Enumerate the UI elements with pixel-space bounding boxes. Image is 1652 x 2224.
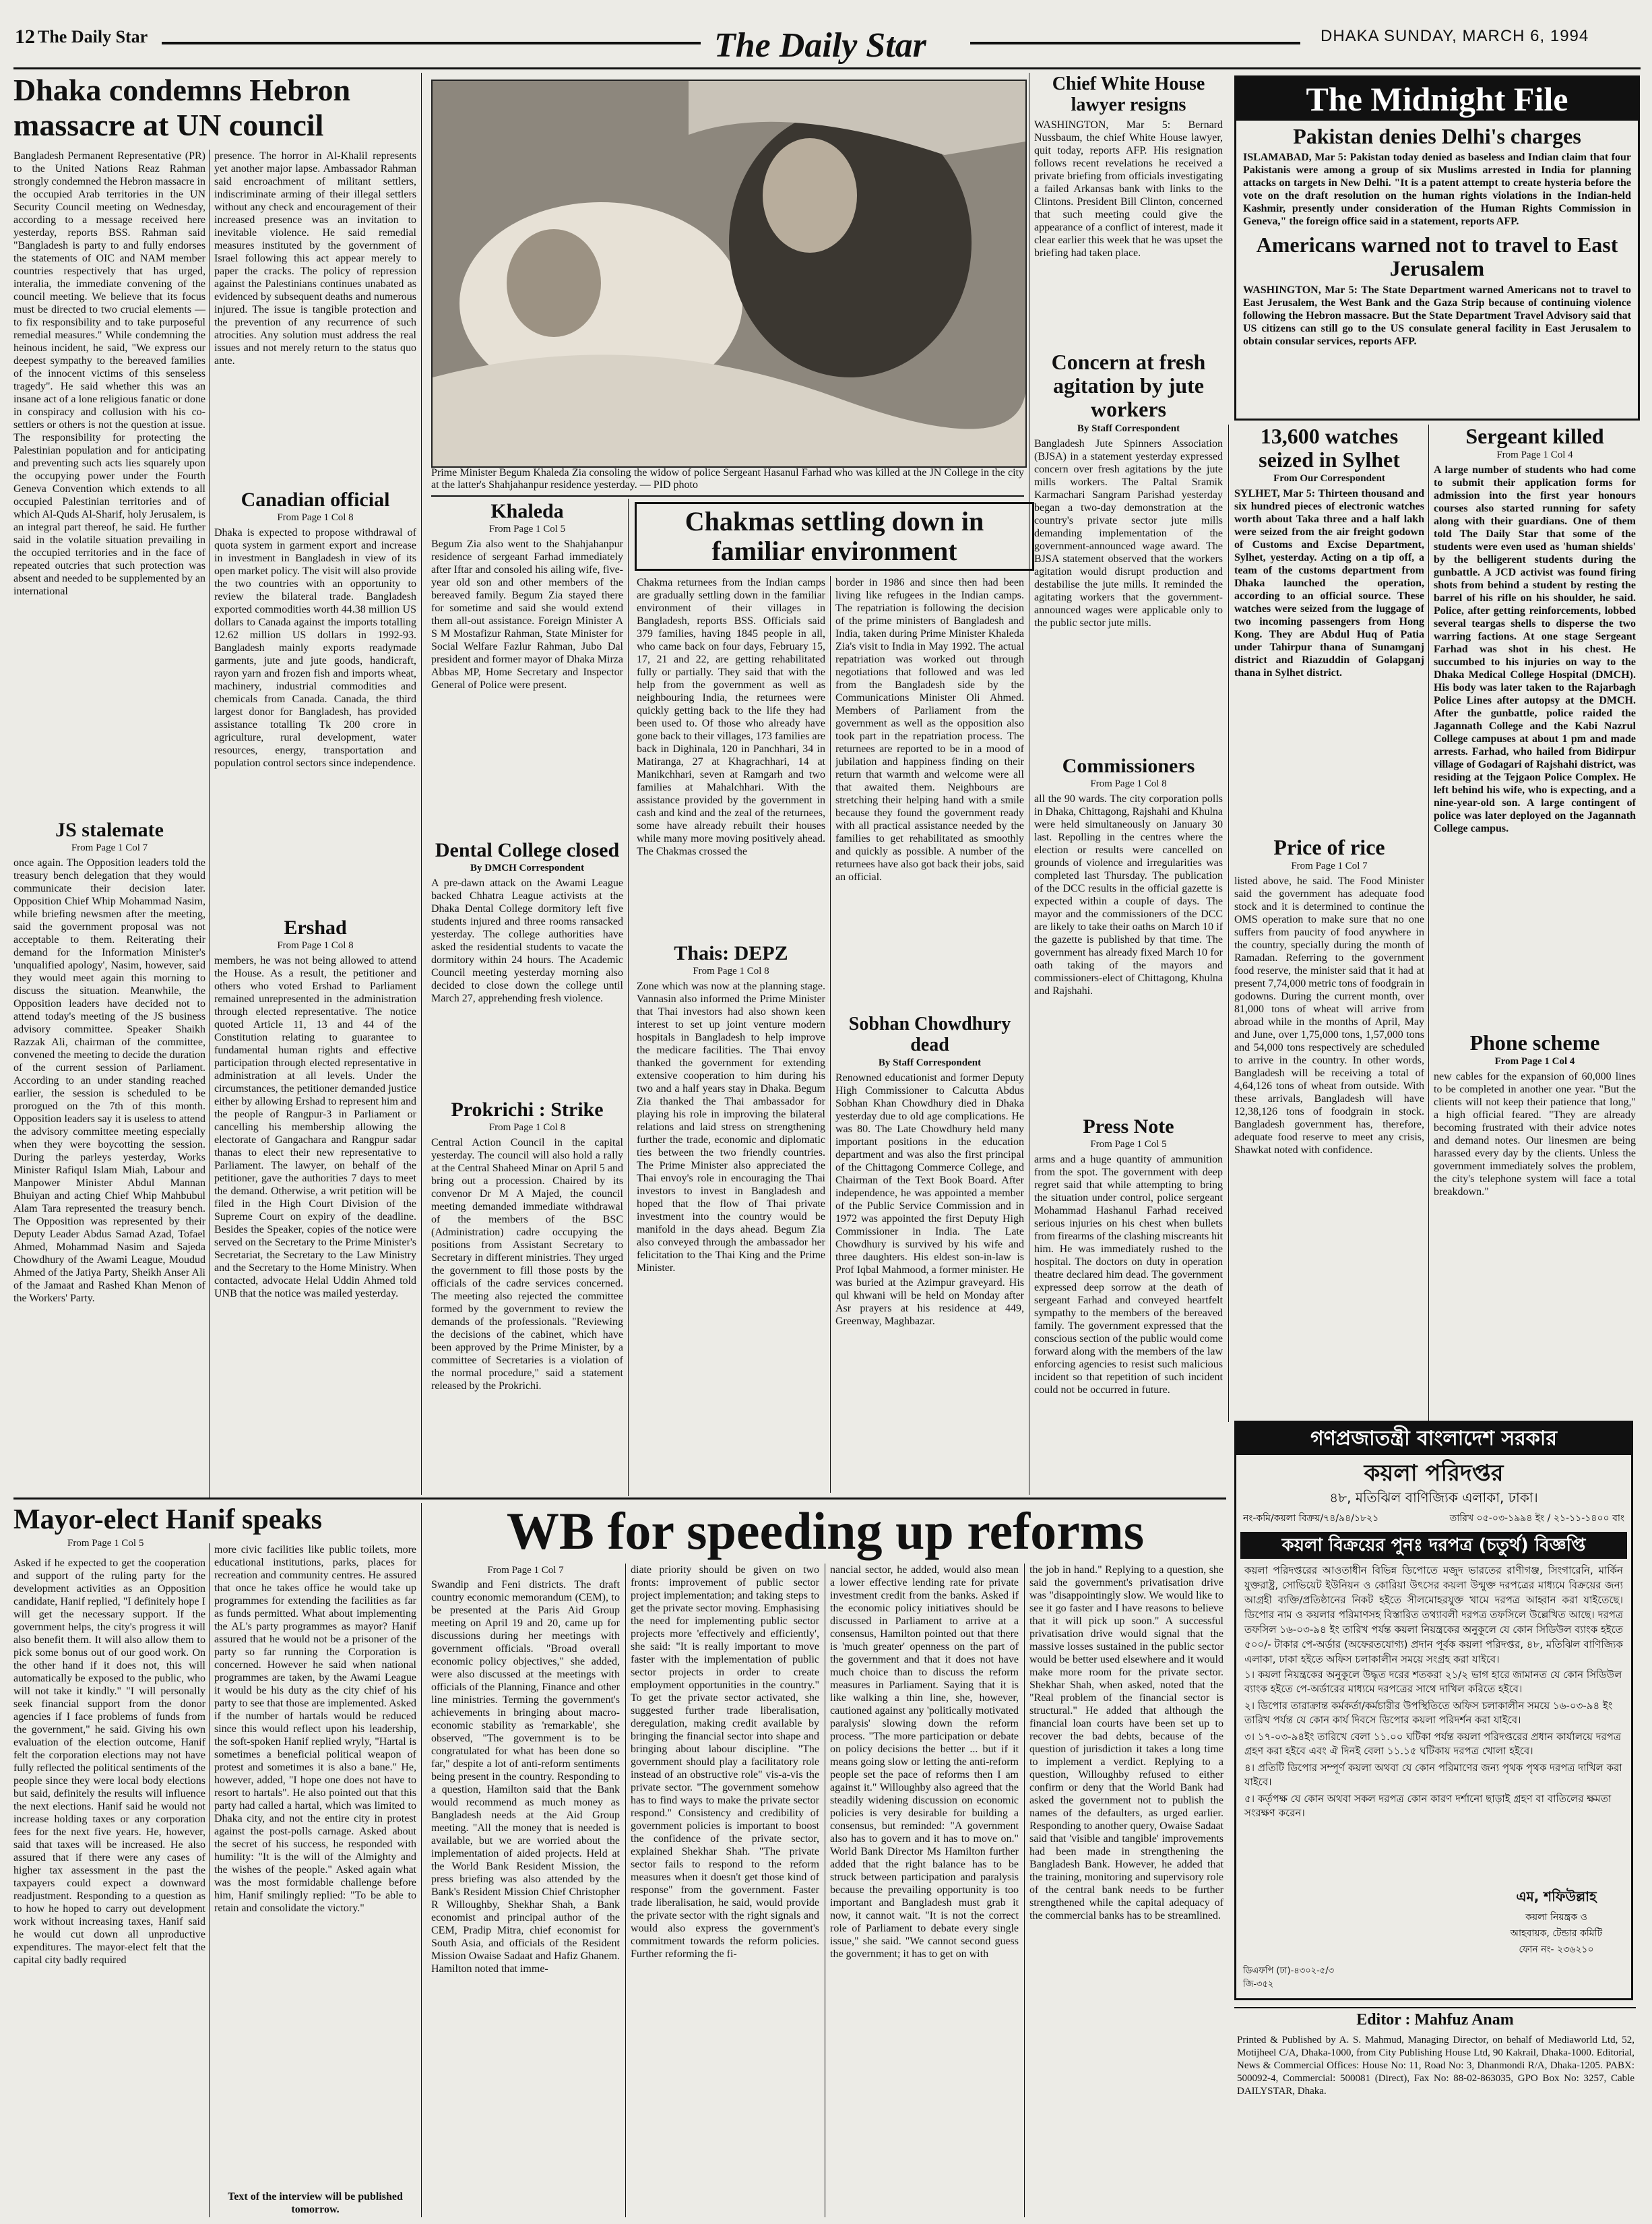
canadian-title: Canadian official <box>241 489 390 511</box>
ad-address: ৪৮, মতিঝিল বাণিজ্যিক এলাকা, ঢাকা। <box>1329 1489 1538 1506</box>
photo-caption-rule <box>431 495 1024 497</box>
sobhan-byline: By Staff Correspondent <box>878 1057 982 1068</box>
midnight-file-box <box>1234 75 1640 421</box>
masthead-logo: The Daily Star <box>714 26 926 65</box>
ershad-text: members, he was not being allowed to attend the House. As a result, the petitioner and others who voted Ershad to Parliament remained unrepresented in the administration through elected representative. The notice quoted Article 11, 13 and 44 of the Constitution relating to guarantee to fundamental human rights and effective participation through elected representative in administration at all levels. Under the circumstances, the petitioner demanded justice either by allowing Ershad to represent him and the people of Rangpur-3 in Parliament or cancelling his membership allowing the electorate of Gangachara and Rangpur sadar thanas to elect their new representative to Parliament. The lawyer, on behalf of the petitioner, gave the authorities 7 days to meet the demand. Otherwise, a writ petition will be filed in the High Court Division of the Supreme Court on expiry of the deadline. Besides the Speaker, copies of the notice were served on the Secretary to the Prime Minister's Secretariat, the Secretary to the Law Ministry and the Secretary to the Home Ministry. When contacted, advocate Helal Uddin Ahmed told UNB that the notice was mailed yesterday. <box>214 955 416 1299</box>
hanif-from: From Page 1 Col 5 <box>67 1538 144 1549</box>
sergeant-title: Sergeant killed <box>1465 424 1604 448</box>
masthead-rule-left <box>162 42 701 44</box>
photo-caption: Prime Minister Begum Khaleda Zia consoling the widow of police Sergeant Hasanul Farhad who was killed at the JN College in the city at the latter's Shahjahanpur residence yesterday. — PID photo <box>431 467 1024 491</box>
pakistan-text: ISLAMABAD, Mar 5: Pakistan today denied as baseless and Indian claim that four Pakistanis were among a group of six Muslims arrested in India for planning attacks on targets in New Delhi. "It is a patent attempt to create hysteria before the vote on the draft resolution on the human rights violations in the Indian-held Kashmir, presently under consideration of the Human Rights Commission in Geneva," the foreign office said in a statement, reports AFP. <box>1243 152 1631 228</box>
watches-title: 13,600 watches seized in Sylhet <box>1259 424 1400 472</box>
dental-text: A pre-dawn attack on the Awami League backed Chhatra League activists at the Dhaka Dental College dormitory left five students injured and three rooms ransacked yesterday. The college authorities have asked the residential students to vacate the dormitory within 24 hours. The Academic Council meeting yesterday morning also decided to close down the college until March 27, apprehending fresh violence. <box>431 877 623 1004</box>
wb-headline: WB for speeding up reforms <box>506 1502 1145 1560</box>
prokrichi-story <box>431 1099 623 1487</box>
ad-item-1: ১। কয়লা নিয়ন্ত্রকের অনুকূলে উদ্ধৃত দরের শতকরা ২১/২ ভাগ হারে জামানত যে কোন সিডিউল ব্যাংক হইতে পে-অর্ডারের মাধ্যমে দরপত্রের সাথে দাখিল করিতে হইবে। <box>1244 1669 1622 1695</box>
ershad-story <box>214 917 416 1446</box>
photo <box>431 80 1027 468</box>
commissioners-from: From Page 1 Col 8 <box>1090 778 1167 789</box>
ad-item-2: ২। ডিপোর তারাক্রান্ত কর্মকর্তা/কর্মচারীর উপস্থিতিতে অফিস চলাকালীন সময়ে ১৬-০৩-৯৪ ইং তারিখ পর্যন্ত যে কোন কার্য দিবসে ডিপোর কয়লা পরিদর্শন করা যাইবে। <box>1244 1700 1613 1726</box>
ad-item-5: ৫। কর্তৃপক্ষ যে কোন অথবা সকল দরপত্র কোন কারণ দর্শানো ছাড়াই গ্রহণ বা বাতিলের ক্ষমতা সংরক্ষণ করেন। <box>1244 1793 1612 1819</box>
dental-story <box>431 839 623 1079</box>
ad-signature <box>1482 1887 1630 1958</box>
hanif-headline: Mayor-elect Hanif speaks <box>13 1504 323 1535</box>
masthead-rule-right <box>970 42 1300 44</box>
small-logo: The Daily Star <box>38 27 148 47</box>
ad-sign-phone: ফোন নং- ২৩৬২১০ <box>1519 1944 1594 1955</box>
col-rule-1 <box>209 150 210 1497</box>
whitehouse-text: WASHINGTON, Mar 5: Bernard Nussbaum, the chief White House lawyer, quit today, reports AFP. His resignation follows recent revelations he received a private briefing from officials investigating a failed Arkansas bank with links to the Clintons. President Bill Clinton, concerned that such meeting could give the appearance of a conflict of interest, made it clear earlier this week that he was upset the briefing had taken place. <box>1034 119 1223 259</box>
canadian-from: From Page 1 Col 8 <box>277 512 354 523</box>
phone-from: From Page 1 Col 4 <box>1494 1056 1575 1068</box>
masthead-bottom-rule <box>13 67 1641 69</box>
ad-memo: নং-কমি/কয়লা বিক্রয়/৭৪/৯৪/১৮২১ <box>1243 1513 1379 1524</box>
hanif-col2: more civic facilities like public toilets, more educational institutions, parks, places for recreation and community centres. He assured that once he takes office he would take up programmes for extending the facilities as far as funds permitted. What about implementing the AL's party programmes as mayor? Hanif assured that he would not be a prisoner of the party so far running the Corporation is concerned. However he said when national programmes are taken, by the Awami League it would be his duty as the city chief of his party to see that those are implemented. Asked if the number of hartals would be reduced since this would reflect upon his leadership, the soft-spoken Hanif replied wryly, "Hartal is sometimes a beneficial political weapon of protest and sometimes it is also a bane." He, however, added, "I hope one does not have to resort to hartals". He also pointed out that this party had called a hartal, which was limited to Dhaka city, and not the entire city in protest against the post-polls carnage. Asked about the secret of his success, he responded with humility: "It is the will of the Almighty and the wishes of the people." Asked again what was the most formidable challenge before him, Hanif smilingly replied: "To be able to retain and consolidate the victory." <box>214 1544 416 1914</box>
wb-col2: diate priority should be given on two fronts: improvement of public sector project implementation; and taking steps to get the private sector moving. Emphasising the need for implementing public sector projects more 'effectively and efficiently', she said: "It is really important to move faster with the implementation of public sector projects in order to create employment opportunities in the country." To get the private sector activated, she suggested further trade liberalisation, deregulation, making credit available by bringing the financial sector into shape and bringing about labour discipline. "The government should play a facilitatory role instead of an obstructive role" vis-a-vis the private sector. "The government somehow has to find ways to make the private sector respond." Consistency and credibility of government policies is important to boost the confidence of the private sector, explained Shekhar Shah. "The private sector fails to respond to the reform measures when it doesn't get those kind of response" from the government. Faster trade liberalisation, he said, would provide the private sector with the right signals and would also express the government's commitment towards the reform policies. Further reforming the fi- <box>631 1564 819 1960</box>
js-stalemate-story <box>13 819 205 1423</box>
wb-story <box>428 1502 1223 1561</box>
prokrichi-title: Prokrichi : Strike <box>451 1099 604 1121</box>
imprint-rule <box>1234 2007 1636 2008</box>
rice-from: From Page 1 Col 7 <box>1291 861 1368 872</box>
rice-title: Price of rice <box>1273 835 1385 859</box>
phone-title: Phone scheme <box>1469 1030 1600 1055</box>
jute-byline: By Staff Correspondent <box>1077 423 1180 434</box>
whitehouse-story <box>1034 74 1223 351</box>
khaleda-story <box>431 500 623 807</box>
sergeant-text: A large number of students who had come to submit their application forms for admission into the first year honours courses also started running for safety along with their guardians. One of them told The Daily Star that some of the students were even used as 'human shields' by the belligerent students during the gunbattle. A JCD activist was found firing shots from behind a student by resting the barrel of his rifle on his shoulder, he said. Police, after getting reinforcements, lobbed several teargas shells to disperse the two warring factions. At one stage Sergeant Farhad was shot in his chest. He succumbed to his injuries on way to the Dhaka Medical College Hospital (DMCH). His body was later taken to the Rajarbagh Police Lines after autopsy at the DMCH. After the gunbattle, police raided the Jagannath College and the Kabi Nazrul College campuses at about 1 pm and made arrests. Farhad, who hailed from Bidirpur village of Godagari of Rajshahi district, was residing at the Tejgaon Police Complex. He left behind his wife, who is expecting, and a nine-year-old son. A large contingent of police was later deployed on the Jagannath College campus. <box>1434 464 1636 835</box>
chakmas-col1: Chakma returnees from the Indian camps are gradually settling down in the familiar environment of their villages in Bangladesh, reports BSS. Officials said 379 families, having 1845 people in all, who came back on four days, February 15, 17, 21 and 22, are getting rehabilitated fully or partially. They said that with the help from the government as well as neighbouring India, the returnees were quickly getting back to the life they had been used to. Of those who already have gone back to their villages, 173 families are back in Dighinala, 120 in Panchhari, 34 in Matiranga, 27 at Khagrachhari, 14 at Manikchhari, seven at Ramgarh and two families at Mahalchhari. With the assistance provided by the government in cash and kind and the zeal of the returnees, some have already rebuilt their houses while many more moving positively ahead. The Chakmas crossed the <box>637 577 825 857</box>
thais-from: From Page 1 Col 8 <box>693 966 769 977</box>
hanif-col1: Asked if he expected to get the cooperation and support of the ruling party for the development activities as an Opposition candidate, Hanif replied, "I definitely hope I will get the necessary support. If the government helps, the city's progress it will also benefit them. It will also allow them to pick some bonus out of our good work. On the other hand if it does not, this will automatically be exposed to the public, who will not take it kindly." "I will personally seek financial support from the donor agencies if I face problems of funds from the government," he said. Giving his own evaluation of the election outcome, Hanif felt the corporation elections may not have fully reflected the political sentiments of the people since they were local body elections but said, definitely the results will influence the next elections. Hanif said he would not increase holding taxes or any corporation fees for the next five years. He, however, said that taxes will be increased. He also assured that if there were any cases of higher tax assessment in the past the taxpayers could expect a downward readjustment. Responding to a question as to how he hoped to carry out development work without increasing taxes, Hanif said he would cut down all unproductive expenditures. The mayor-elect felt that the capital city badly required <box>13 1557 205 1966</box>
js-stalemate-text: once again. The Opposition leaders told the treasury bench delegation that they would communicate their decision later. Opposition Chief Whip Mohammad Nasim, while briefing newsmen after the meeting, said the government proposal was not acceptable to them. Reiterating their demand for the Information Minister's 'unqualified apology', Nasim, however, said they would meet again this morning to discuss the situation. Meanwhile, the Opposition leaders have decided not to attend today's meeting of the JS business advisory committee. Speaker Shaikh Razzak Ali, chairman of the committee, convened the meeting to decide the duration of the current session of Parliament. According to an under standing reached earlier, the session is scheduled to be prorogued on the 7th of this month. Opposition leaders say it is useless to attend the advisory committee meeting especially when they were boycotting the session. During the parleys yesterday, Works Minister Rafiqul Islam Miah, Labour and Manpower Minister Abdul Mannan Bhuiyan and acting Chief Whip Mahbubul Alam Tara represented the treasury bench. The Opposition was represented by their Deputy Leader Abdus Samad Azad, Tofael Ahmed, Mohammad Nasim and Sajeda Chowdhury of the Awami League, Moudud Ahmed of the Jatiya Party, Sheikh Anser Ali of the Jamaat and Rashed Khan Menon of the Workers' Party. <box>13 857 205 1304</box>
jute-story <box>1034 350 1223 741</box>
hebron-col1: Bangladesh Permanent Representative (PR) to the United Nations Reaz Rahman strongly condemned the Hebron massacre in the occupied Arab territories in the UN Security Council meeting on Wednesday, according to a message received here yesterday, reports BSS. Rahman said "Bangladesh is party to and fully endorses the statements of OIC and NAM member countries respectively that has urged, interalia, the immediate convening of the council meeting. We believe that its focus must be directed to two crucial elements — to fix responsibility and to take purposeful remedial measures." While condemning the heinous incident, he said, "We express our deepest sympathy to the bereaved families of the innocent victims of this senseless tragedy". He said whether this was an insane act of a lone religious fanatic or done in conspiracy and collusion with his co-settlers or others is not the question at issue. The responsibility for protecting the Palestinian population and for anticipating and preventing such acts lies squarely upon the occupying power under the Fourth Geneva Convention which extends to all occupied Palestinian territories and of which Al-Quds Al-Sharif, holy Jerusalem, is an integral part thereof, he said. He further said in the volatile situation prevailing in the occupied territories and in the face of repeated outcries that such protection was absent and needed to be supplemented by an international <box>13 150 205 597</box>
col-rule-3 <box>628 499 629 1496</box>
ad-ref2: জি-৩৫২ <box>1243 1978 1273 1992</box>
bottom-section-rule <box>13 1497 1226 1500</box>
khaleda-title: Khaleda <box>490 500 564 522</box>
pressnote-title: Press Note <box>1083 1115 1174 1138</box>
col-rule-9 <box>421 1503 422 2217</box>
prokrichi-text: Central Action Council in the capital yesterday. The council will also hold a rally at the Central Shaheed Minar on April 5 and bring out a procession. Chaired by its convenor Dr M A Majed, the council meeting demanded immediate withdrawal of the members of the BSC (Administration) cadre occupying the positions from Assistant Secretary to Secretary in different ministries. They urged the government to fill those posts by the officials of the cadre services concerned. The meeting also rejected the committee formed by the government to review the demands of the professionals. "Reviewing the decisions of the cabinet, which have been approved by the Prime Minister, by a committee of Secretaries is a violation of the normal procedure," said a statement released by the Prokrichi. <box>431 1137 623 1392</box>
americans-headline: Americans warned not to travel to East Jerusalem <box>1256 233 1618 281</box>
pakistan-headline: Pakistan denies Delhi's charges <box>1293 124 1581 148</box>
prokrichi-from: From Page 1 Col 8 <box>488 1122 566 1133</box>
dental-byline: By DMCH Correspondent <box>470 863 584 873</box>
photo-illustration <box>433 81 1025 466</box>
page-number: 12 <box>15 26 35 48</box>
whitehouse-title: Chief White House lawyer resigns <box>1052 73 1205 115</box>
ad-sign-title2: আহবায়ক, টেন্ডার কমিটি <box>1510 1928 1603 1939</box>
ershad-title: Ershad <box>284 917 347 939</box>
ad-sign-name: এম, শফিউল্লাহ <box>1516 1888 1597 1905</box>
watches-story <box>1234 425 1424 824</box>
commissioners-text: all the 90 wards. The city corporation polls in Dhaka, Chittagong, Rajshahi and Khulna were held simultaneously on January 30 last. Repolling in the centres where the election or results were cancelled on grounds of violence and irregularities was completed last Thursday. The publication of the DCC results in the official gazette is expected within a couple of days. The mayor and the commissioners of the DCC are likely to take their oaths on March 10 if the gazette is published by that time. The government has already fixed March 10 for oath taking of the mayors and commissioners-elect of Chittagong, Khulna and Rajshahi. <box>1034 793 1223 997</box>
thais-title: Thais: DEPZ <box>674 942 788 964</box>
js-stalemate-from: From Page 1 Col 7 <box>71 842 148 853</box>
watches-byline: From Our Correspondent <box>1273 473 1385 485</box>
ad-sign-title1: কয়লা নিয়ন্ত্রক ও <box>1525 1912 1587 1923</box>
col-rule-6 <box>1228 425 1229 1422</box>
dateline: DHAKA SUNDAY, MARCH 6, 1994 <box>1321 27 1589 45</box>
col-rule-12 <box>1024 1564 1025 2217</box>
jute-text: Bangladesh Jute Spinners Association (BJSA) in a statement yesterday expressed concern over fresh agitations by the jute mills workers. The Paltal Sramik Karmachari Sangram Parishad yesterday began a two-day demonstration at the country's private sector jute mills demanding implementation of the government-announced wage award. The BJSA statement observed that the workers agitation would disrupt production and destabilise the jute mills. It reminded the agitating workers that the government-announced wages were applicable only to the public sector jute mills. <box>1034 437 1223 629</box>
jute-title: Concern at fresh agitation by jute workers <box>1051 350 1206 422</box>
canadian-text: Dhaka is expected to propose withdrawal of quota system in garment export and increase in investment in Bangladesh in view of its open market policy. The visit will also provide the two countries with an opportunity to review the bilateral trade. Bangladesh exported commodities worth 44.38 million US dollars to Canada against the imports totalling 12.62 million US dollars in 1992-93. Bangladesh mainly exports readymade garments, jute and jute goods, handicraft, rayon yarn and frozen fish and imports wheat, machinery, industrial commodities and chemicals from Canada. Canada, the third largest donor for Bangladesh, has provided assistance totalling Tk 200 crore in agriculture, rural development, water resources, energy, transportation and population control sectors since independence. <box>214 527 416 769</box>
js-stalemate-title: JS stalemate <box>55 819 164 841</box>
commissioners-title: Commissioners <box>1062 755 1195 777</box>
pressnote-story <box>1034 1115 1223 1473</box>
dental-title: Dental College closed <box>435 839 620 861</box>
ad-item-4: ৪। প্রতিটি ডিপোর সম্পূর্ণ কয়লা অথবা যে কোন পরিমাণের জন্য পৃথক পৃথক দরপত্র দাখিল করা যাইবে। <box>1244 1762 1622 1788</box>
wb-from: From Page 1 Col 7 <box>487 1565 564 1576</box>
ad-ref: ডিএফপি (ঢা)-৪৩০২-৫/৩ <box>1243 1965 1334 1979</box>
watches-text: SYLHET, Mar 5: Thirteen thousand and six hundred pieces of electronic watches worth about Taka three and a half lakh were seized from the air freight godown of Customs and Excise Department, Sylhet, yesterday. Acting on a tip off, a team of the customs department from Dhaka launched the operation, according to an official source. These watches were seized from the luggage of two incoming passengers from Hong Kong. They are Abdul Huq of Patia under Tahirpur thana of Sunamganj district and Riazuddin of Golapganj thana in Sylhet district. <box>1234 488 1424 679</box>
sobhan-title: Sobhan Chowdhury dead <box>848 1014 1011 1055</box>
hebron-headline: Dhaka condemns Hebron massacre at UN council <box>13 73 351 142</box>
pressnote-text: arms and a huge quantity of ammunition from the spot. The government with deep regret said that while attempting to bring the situation under control, police sergeant Mohammad Hashanul Farhad received serious injuries on his chest when bullets from firearms of the clashing miscreants hit him. He was immediately rushed to the hospital. The doctors on duty in operation theatre declared him dead. The government expressed deep sorrow at the death of sergeant Farhad and conveyed heartfelt sympathy to the members of the bereaved family. The government expressed that the conscious section of the public would come forward along with the members of the law enforcing agencies to resist such malicious incident so that repetition of such incident could not be occurred in future. <box>1034 1154 1223 1396</box>
rice-story <box>1234 836 1424 1407</box>
ad-header1: গণপ্রজাতন্ত্রী বাংলাদেশ সরকার <box>1236 1423 1631 1455</box>
sobhan-story <box>835 1014 1024 1469</box>
wb-col4: the job in hand." Replying to a question, she said the government's privatisation drive was "disappointingly slow. We would like to see it go faster and I have reasons to believe that it will pick up soon." A successful privatisation drive would signal that the massive losses sustained in the public sector would be better used elsewhere and it would make more room for the private sector. Shekhar Shah, when asked, noted that the "Real problem of the financial sector is structural." He added that although the financial loan courts have been set up to recover the bad debts, because of the question of jurisdiction it takes a long time to implement a verdict. Replying to a question, Willoughby refused to either confirm or deny that the World Bank had asked the government not to publish the names of the defaulters, as urged earlier. Responding to another query, Owaise Sadaat said that 'visible and tangible' improvements had been made in strengthening the Bangladesh Bank. However, he added that the training, monitoring and supervisory role of the central bank needs to be further strengthened while the capital adequacy of the commercial banks has to be streamlined. <box>1029 1564 1224 1921</box>
ad-item-3: ৩। ১৭-০৩-৯৪ইং তারিখে বেলা ১১.০০ ঘটিকা পর্যন্ত কয়লা পরিদপ্তরের প্রধান কার্যালয়ে দরপত্র গ্রহণ করা হইবে এবং ঐ দিনই বেলা ১১.১৫ ঘটিকায় দরপত্র খোলা হইবে। <box>1244 1731 1622 1757</box>
sobhan-text: Renowned educationist and former Deputy High Commissioner to Calcutta Abdus Sobhan Khan Chowdhury died in Dhaka yesterday due to old age complications. He was 80. The Late Chowdhury held many important positions in the education department and was also the first principal of the Chittagong Commerce College, and Chairman of the Text Book Board. After independence, he was appointed a member of the Public Service Commission and in 1972 was appointed the first Deputy High Commissioner in India. The Late Chowdhury is survived by his wife and three daughters. His eldest son-in-law is Prof Iqbal Mahmood, a former minister. He was buried at the Azimpur graveyard. His qul khwani will be held on Monday after Asr prayers at his residence at 449, Greenway, Maghbazar. <box>835 1072 1024 1327</box>
hanif-note: Text of the interview will be published tomorrow. <box>228 2191 403 2215</box>
ad-title: কয়লা বিক্রয়ের পুনঃ দরপত্র (চতুর্থ) বিজ্ঞপ্তি <box>1240 1532 1627 1559</box>
khaleda-text: Begum Zia also went to the Shahjahanpur residence of sergeant Farhad immediately after Iftar and consoled his ailing wife, five-year old son and other members of the bereaved family. Begum Zia stayed there for sometime and said she would extend them all-out assistance. Foreign Minister A S M Mostafizur Rahman, State Minister for Social Welfare Fazlur Rahman, Jubo Dal president and former mayor of Dhaka Mirza Abbas MP, Home Secretary and Inspector General of Police were present. <box>431 538 623 691</box>
imprint-editor: Editor : Mahfuz Anam <box>1356 2011 1514 2029</box>
khaleda-from: From Page 1 Col 5 <box>488 524 566 534</box>
commissioners-story <box>1034 755 1223 1082</box>
canadian-story <box>214 489 416 904</box>
ad-date: তারিখ ০৫-০৩-১৯৯৪ ইং / ২১-১১-১৪০০ বাং <box>1449 1513 1624 1524</box>
col-rule-7 <box>1428 425 1429 1422</box>
phone-text: new cables for the expansion of 60,000 lines to be completed in another one year. "But the clients will not keep their patience that long," a high official feared. "They are already becoming frustrated with their advice notes and demand notes. Our linesmen are being harassed every day by the clients. Unless the government immediately solves the problem, the city's telephone system will face a total breakdown." <box>1434 1071 1636 1198</box>
sergeant-story <box>1434 425 1636 1030</box>
chakmas-headline-box <box>635 502 1034 571</box>
wb-col1: Swandip and Feni districts. The draft country economic memorandum (CEM), to be presented at the Paris Aid Group meeting on April 19 and 20, came up for discussions during her meetings with government officials. "Broad overall economic policy objectives," she added, were also discussed at the meetings with officials of the Planning, Finance and other line ministries. Terming the government's achievements in bringing about macro-economic stability as 'remarkable', she observed, "The government is to be congratulated for what has been done so far," despite a lot of anti-reform sentiments being present in the country. Responding to a question, Hamilton said that the Bank would recommend as much money as Bangladesh needs at the Aid Group meeting. "All the money that is needed is available, but we are worried about the implementation of aided projects. Held at the World Bank Resident Mission, the press briefing was also attended by the Bank's Resident Mission Chief Christopher R Willoughby, Shekhar Shah, a Bank economist and principal author of the CEM, Pradip Mitra, chief economist for South Asia, and officials of the Resident Mission Owaise Sadaat and Hafiz Ghanem. Hamilton noted that imme- <box>431 1579 620 1975</box>
col-rule-8 <box>209 1543 210 2217</box>
sergeant-from: From Page 1 Col 4 <box>1496 450 1573 461</box>
ershad-from: From Page 1 Col 8 <box>277 940 354 951</box>
chakmas-headline: Chakmas settling down in familiar environment <box>685 506 984 566</box>
hebron-col2: presence. The horror in Al-Khalil represents yet another major lapse. Ambassador Rahman said encroachment of militant settlers, indiscriminate arming of their illegal settlers without any check and encouragement of their increased presence was an invitation to inevitable violence. He said remedial measures instituted by the government of Israel following this act appear merely to paper the cracks. The policy of repression against the Palestinians continues unabated as evidenced by subsequent deaths and numerous injured. The issue is tangible protection and the prevention of any recurrence of such atrocities. Any solution must address the real issues and not merely return to the status quo ante. <box>214 150 416 367</box>
phone-story <box>1434 1031 1636 1272</box>
thais-text: Zone which was now at the planning stage. Vannasin also informed the Prime Minister that Thai investors had also shown keen interest to set up joint venture modern hospitals in Bangladesh to help improve the medicare facilities. The Thai envoy thanked the government for extending extensive cooperation to him during his two and a half years stay in Dhaka. Begum Zia thanked the Thai ambassador for playing his role in improving the bilateral relations and laid stress on strengthening further the trade, economic and diplomatic ties between the two friendly countries. The Prime Minister also appreciated the Thai envoy's role in encouraging the Thai investors to invest in Bangladesh and hoped that the flow of Thai private investment into the country would be manifold in the days ahead. Begum Zia also conveyed through the ambassador her felicitation to the Thai King and the Prime Minister. <box>637 981 825 1274</box>
thais-story <box>637 942 825 1452</box>
imprint-text: Printed & Published by A. S. Mahmud, Managing Director, on behalf of Mediaworld Ltd, 52, Motijheel C/A, Dhaka-1000, from City Publishing House Ltd, 90 Kakrail, Dhaka-1000. Editorial, News & Commercial Offices: House No: 11, Road No: 3, Dhanmondi R/A, Dhaka-1205. PABX: 500092-4, Commercial: 500081 (Direct), Fax No: 88-02-863035, GPO Box No: 3257, Cable DAILYSTAR, Dhaka. <box>1237 2035 1634 2097</box>
rice-text: listed above, he said. The Food Minister said the government has adequate food stock and it is determined to continue the OMS operation to make sure that no one suffers from paucity of food anywhere in the country, specially during the month of Ramadan. Referring to the government food reserve, the minister said that it had at present 7,74,000 metric tons of foodgrain in godowns. During the current month, over 81,000 tons of wheat will arrive from abroad while in the months of April, May and June, over 1,75,000 tons, 1,57,000 tons and 54,000 tons respectively are scheduled to arrive in the country. In other words, Bangladesh will be receiving a total of 4,64,126 tons of wheat from outside. With these arrivals, Bangladesh will have 12,38,126 tons of foodgrain in stock. Bangladesh government has, therefore, adequate food reserve to meet any crisis, Shawkat noted with confidence. <box>1234 875 1424 1156</box>
ad-body: কয়লা পরিদপ্তরের আওতাধীন বিভিন্ন ডিপোতে মজুদ ভারতের রাণীগঞ্জ, সিংগারেনি, মার্কিন যুক্তরাষ্ট্র, সোভিয়েট ইউনিয়ন ও কোরিয়া উৎসের কয়লা উন্মুক্ত দরপত্রের মাধ্যমে বিক্রয়ের জন্য আগ্রহী ব্যক্তি/প্রতিষ্ঠানের নিকট হইতে সীলমোহরযুক্ত খামে দরপত্র আহ্বান করা যাইতেছে। ডিপোর নাম ও কয়লার পরিমাণসহ বিস্তারিত তথ্যাবলী দরপত্র তফসিলে উল্লেখিত আছে। দরপত্র তফসিল ১৬-০৩-৯৪ ইং তারিখ পর্যন্ত কয়লা নিয়ন্ত্রকের অনুকূলে যে কোন সিডিউল ব্যাংক হইতে ৫০০/- টাকার পে-অর্ডার (অফেরতযোগ্য) প্রদান পূর্বক কয়লা পরিদপ্তর, ৪৮, মতিঝিল বাণিজ্যিক এলাকা, ঢাকা হইতে অফিস চলাকালীন সময়ে সংগ্রহ করা যাইবে। <box>1244 1564 1624 1665</box>
col-rule-10 <box>625 1564 626 2217</box>
midnight-banner: The Midnight File <box>1236 78 1638 121</box>
wb-col3: nancial sector, he added, would also mean a lower effective lending rate for private investment credit from the banks. Asked if the economic policy initiatives should be discussed in Parliament to arrive at a consensus, Hamilton pointed out that there is 'much greater' openness on the part of the government and that it does not have much choice than to discuss the reform measures in Parliament. Saying that it is like walking a thin line, she, however, cautioned against any 'politically motivated paralysis' slowing down the reform process. "The more participation or debate on policy decisions the better ... but if it means going slow or letting the anti-reform people set the pace of reforms then I am against it." Willoughby also agreed that the steadily widening discussion on economic policies is very desirable for building a consensus, but reminded: "A government also has to govern and it has to move on." World Bank Director Ms Hamilton further added that the right balance has to be struck between participation and paralysis because the prevailing opportunity is too important and Bangladesh must grab it now, it cannot wait. "It is not the correct role of Parliament to debate every single issue," she said. "We cannot second guess the government; it has to get on with <box>830 1564 1019 1960</box>
ad-header2: কয়লা পরিদপ্তর <box>1364 1460 1504 1487</box>
pressnote-from: From Page 1 Col 5 <box>1090 1139 1167 1150</box>
americans-text: WASHINGTON, Mar 5: The State Department warned Americans not to travel to East Jerusalem, the West Bank and the Gaza Strip because of continuing violence following the Hebron massacre. But the State Department Travel Advisory said that US citizens can still go to the US consulate general facility in East Jerusalem to obtain consular services, reports AFP. <box>1243 284 1631 347</box>
chakmas-col2: border in 1986 and since then had been living like refugees in the Indian camps. The repatriation is following the decision of the prime ministers of Bangladesh and India, taken during Prime Minister Khaleda Zia's visit to India in May 1992. The actual repatriation was worked out through negotiations that followed and was led from the Bangladesh side by the Communications Minister Oli Ahmed. Members of Parliament from the government as well as the opposition also took part in the repatriation process. The returnees are reported to be in a mood of jubilation and happiness finding on their return that warmth and welcome were all that awaited them. Neighbours are stretching their helping hand with a smile because they found the government ready with all practical assistance needed by the families to get rehabilitated as smoothly and quickly as possible. A number of the returnees have also got back their jobs, said an official. <box>835 577 1024 883</box>
col-rule-4 <box>830 576 831 1493</box>
col-rule-2 <box>421 73 422 1495</box>
hebron-story <box>13 73 418 143</box>
